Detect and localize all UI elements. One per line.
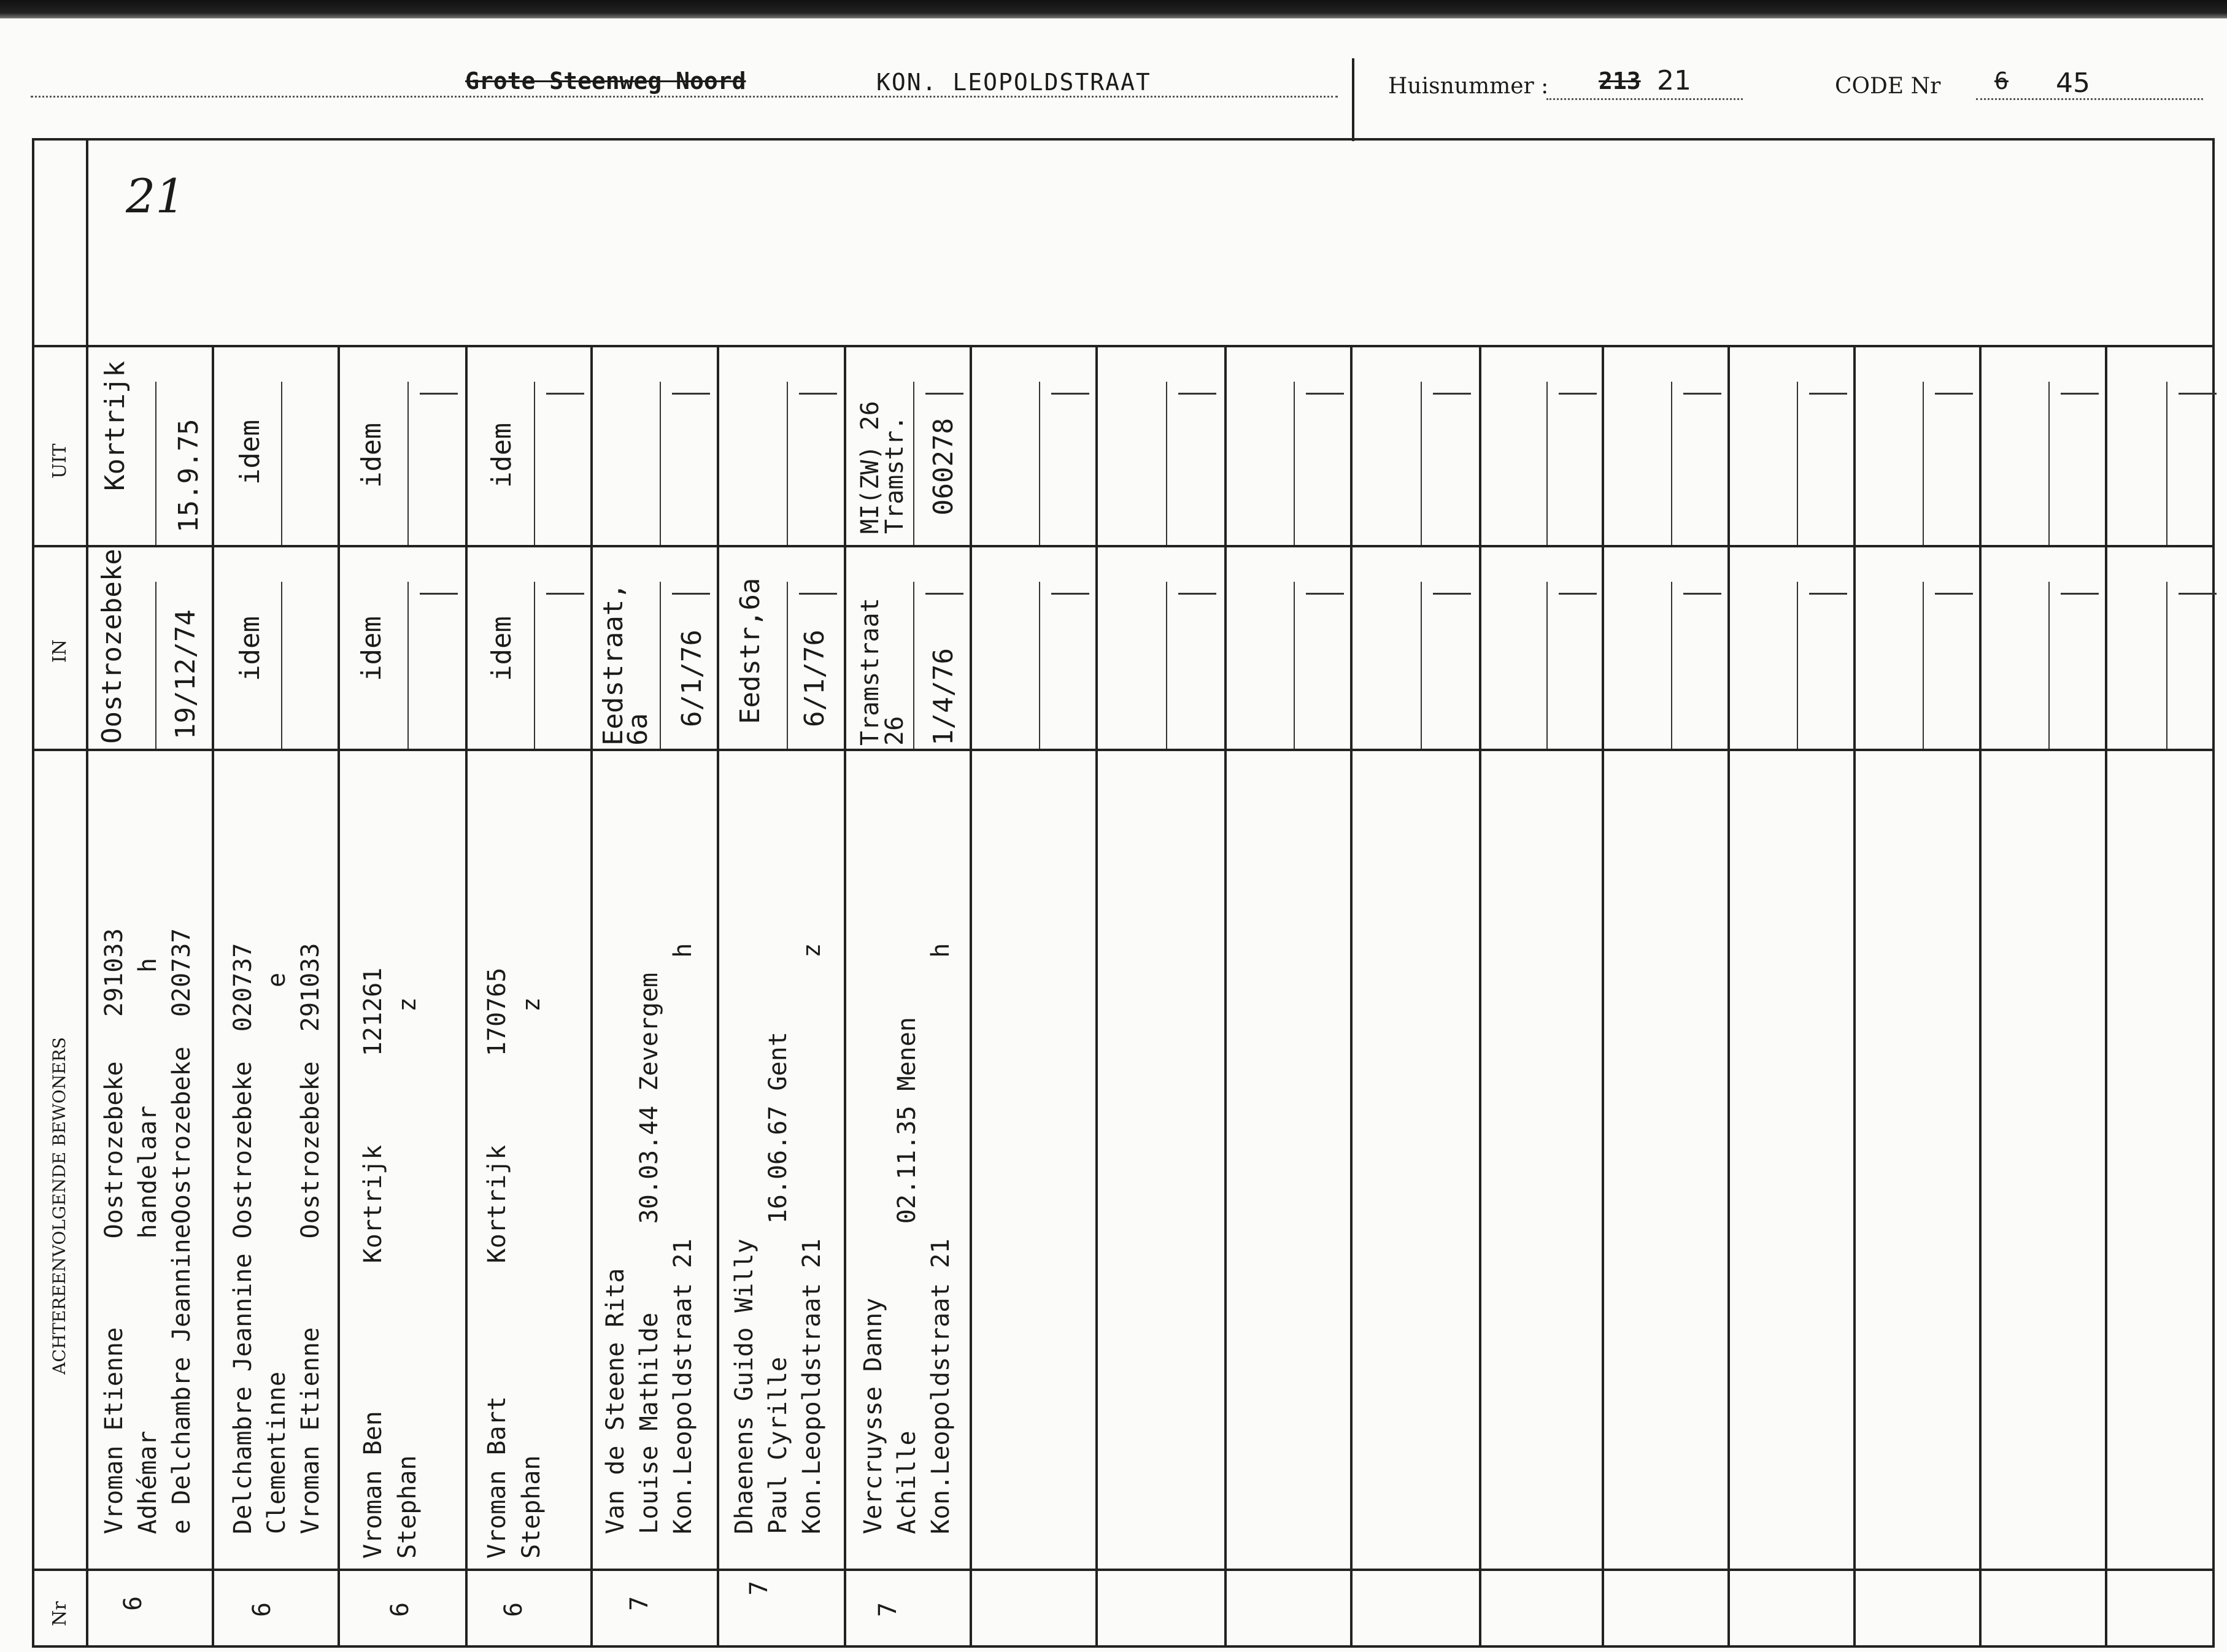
label-nr: Nr	[49, 1601, 71, 1626]
cell-subdivider	[1166, 582, 1167, 749]
col3-resident-2: Stephan z	[393, 997, 422, 1559]
col1-resident-2: Adhémar handelaar h	[134, 957, 162, 1534]
col6-in-date: 6/1/76	[799, 630, 830, 727]
cell-subdivider	[2048, 382, 2050, 545]
cell-dash	[925, 393, 963, 395]
column-line	[1853, 345, 1856, 1648]
cell-subdivider	[155, 382, 156, 545]
col5-nr: 7	[625, 1596, 654, 1611]
col4-resident-1: Vroman Bart Kortrijk 170765	[483, 967, 511, 1559]
col4-resident-2: Stephan z	[517, 997, 546, 1559]
cell-dash	[2179, 593, 2217, 595]
cell-subdivider	[2166, 582, 2167, 749]
row-line-top	[32, 345, 2215, 347]
col1-nr: 6	[119, 1596, 148, 1611]
cell-dash	[1433, 593, 1471, 595]
cell-subdivider	[534, 582, 535, 749]
col2-nr: 6	[248, 1602, 277, 1618]
cell-dash	[1559, 393, 1597, 395]
cell-dash	[1306, 593, 1344, 595]
column-line	[1095, 345, 1098, 1648]
cell-dash	[420, 393, 458, 395]
cell-dash	[420, 593, 458, 595]
col3-in-place: idem	[356, 616, 387, 681]
cell-dash	[799, 393, 837, 395]
street-new-name: KON. LEOPOLDSTRAAT	[876, 69, 1151, 96]
col2-uit-place: idem	[234, 420, 266, 485]
cell-subdivider	[660, 382, 661, 545]
scan-top-edge	[0, 0, 2227, 18]
code-label: CODE Nr	[1835, 74, 1941, 99]
col7-resident-1: Vercruysse Danny	[859, 1297, 887, 1534]
column-line	[1224, 345, 1227, 1648]
label-bewoners: ACHTEREENVOLGENDE BEWONERS	[49, 1037, 69, 1375]
col4-in-place: idem	[486, 616, 517, 681]
col2-in-place: idem	[234, 616, 266, 681]
cell-subdivider	[787, 382, 788, 545]
cell-subdivider	[1797, 582, 1798, 749]
col5-resident-3: Kon.Leopoldstraat 21 h	[669, 943, 697, 1534]
column-line	[844, 345, 846, 1648]
cell-dash	[925, 593, 963, 595]
label-in: IN	[49, 639, 71, 663]
header-divider	[1352, 58, 1354, 141]
cell-subdivider	[913, 582, 914, 749]
col5-resident-1: Van de Steene Rita	[601, 1268, 630, 1534]
column-line	[717, 345, 719, 1648]
label-uit: UIT	[49, 443, 71, 479]
column-line	[1979, 345, 1982, 1648]
cell-subdivider	[1166, 382, 1167, 545]
col1-uit-place: Kortrijk	[99, 361, 131, 491]
cell-dash	[1809, 393, 1847, 395]
cell-dash	[1683, 593, 1721, 595]
col7-uit-date: 060278	[928, 418, 959, 515]
col1-resident-1: Vroman Etienne Oostrozebeke 291033	[100, 928, 128, 1534]
col3-uit-place: idem	[356, 423, 387, 488]
col7-resident-2: Achille 02.11.35 Menen	[893, 1017, 921, 1534]
cell-subdivider	[660, 582, 661, 749]
cell-dash	[546, 393, 584, 395]
column-line	[1479, 345, 1481, 1648]
col4-nr: 6	[500, 1602, 528, 1618]
cell-dash	[1809, 593, 1847, 595]
cell-subdivider	[1294, 382, 1295, 545]
col7-nr: 7	[874, 1602, 903, 1618]
cell-subdivider	[913, 382, 914, 545]
col6-resident-3: Kon.Leopoldstraat 21 z	[798, 943, 826, 1534]
cell-dash	[1559, 593, 1597, 595]
cell-subdivider	[1546, 382, 1548, 545]
cell-dash	[546, 593, 584, 595]
handwritten-number: 21	[126, 169, 185, 223]
cell-subdivider	[534, 382, 535, 545]
col5-resident-2: Louise Mathilde 30.03.44 Zevergem	[635, 972, 663, 1534]
column-line	[590, 345, 593, 1648]
code-new: 45	[2056, 68, 2090, 99]
cell-subdivider	[1294, 582, 1295, 749]
cell-dash	[1178, 393, 1216, 395]
cell-dash	[2179, 393, 2217, 395]
huisnummer-dotline	[1546, 98, 1743, 100]
code-dotline	[1976, 98, 2203, 100]
street-old-name: Grote Steenweg Noord	[465, 68, 746, 95]
cell-dash	[1935, 393, 1973, 395]
cell-subdivider	[2166, 382, 2167, 545]
cell-subdivider	[281, 382, 282, 545]
cell-subdivider	[1546, 582, 1548, 749]
column-line	[1350, 345, 1353, 1648]
cell-subdivider	[1039, 582, 1040, 749]
col6-nr: 7	[745, 1580, 774, 1596]
col7-in-date: 1/4/76	[928, 648, 959, 746]
col1-in-place: Oostrozebeke	[96, 549, 128, 744]
cell-dash	[2061, 393, 2099, 395]
cell-dash	[1683, 393, 1721, 395]
cell-dash	[1178, 593, 1216, 595]
cell-dash	[672, 593, 710, 595]
row-line-in-bewoners	[32, 749, 2215, 751]
cell-dash	[1306, 393, 1344, 395]
cell-dash	[1433, 393, 1471, 395]
row-line-nr	[32, 1569, 2215, 1571]
cell-dash	[2061, 593, 2099, 595]
col1-resident-3: e Delchambre JeannineOostrozebeke 020737	[168, 928, 196, 1534]
col2-resident-3: Vroman Etienne Oostrozebeke 291033	[296, 943, 325, 1534]
cell-subdivider	[1923, 382, 1924, 545]
column-line	[970, 345, 972, 1648]
cell-dash	[672, 393, 710, 395]
column-line	[465, 345, 468, 1648]
col1-in-date: 19/12/74	[170, 609, 201, 739]
cell-subdivider	[155, 582, 156, 749]
col6-resident-2: Paul Cyrille 16.06.67 Gent	[764, 1032, 792, 1534]
col7-in-place: Tramstraat 26	[856, 598, 909, 746]
cell-subdivider	[1923, 582, 1924, 749]
huisnummer-label: Huisnummer :	[1388, 74, 1549, 99]
col2-resident-2: Clementinne e	[263, 972, 291, 1534]
cell-subdivider	[407, 582, 409, 749]
column-line	[212, 345, 214, 1648]
col5-in-place: Eedstraat, 6a	[598, 583, 654, 746]
cell-subdivider	[1421, 582, 1422, 749]
cell-dash	[1051, 393, 1089, 395]
col4-uit-place: idem	[486, 423, 517, 488]
col7-resident-3: Kon.Leopoldstraat 21 h	[927, 943, 955, 1534]
column-line	[1727, 345, 1730, 1648]
cell-subdivider	[1671, 382, 1672, 545]
col6-in-place: Eedstr,6a	[735, 577, 766, 724]
col3-resident-1: Vroman Ben Kortrijk 121261	[359, 967, 387, 1559]
label-column-line	[86, 138, 88, 1648]
cell-subdivider	[1039, 382, 1040, 545]
row-line-uit-in	[32, 545, 2215, 547]
cell-subdivider	[1671, 582, 1672, 749]
cell-dash	[1051, 593, 1089, 595]
cell-subdivider	[407, 382, 409, 545]
col2-resident-1: Delchambre Jeannine Oostrozebeke 020737	[229, 943, 257, 1534]
cell-subdivider	[1421, 382, 1422, 545]
col3-nr: 6	[386, 1602, 415, 1618]
column-line	[1602, 345, 1604, 1648]
column-line	[338, 345, 340, 1648]
col7-uit-place: MI(ZW) 26 Tramstr.	[856, 401, 909, 534]
cell-subdivider	[2048, 582, 2050, 749]
street-dotline	[31, 96, 1338, 98]
huisnummer-old: 213	[1599, 68, 1641, 95]
col5-in-date: 6/1/76	[676, 630, 708, 727]
col6-resident-1: Dhaenens Guido Willy	[730, 1238, 758, 1534]
cell-subdivider	[787, 582, 788, 749]
cell-subdivider	[1797, 382, 1798, 545]
col1-uit-date: 15.9.75	[173, 419, 204, 533]
cell-subdivider	[281, 582, 282, 749]
column-line	[2105, 345, 2107, 1648]
huisnummer-new: 21	[1657, 65, 1691, 96]
cell-dash	[799, 593, 837, 595]
cell-dash	[1935, 593, 1973, 595]
code-old: 6	[1994, 68, 2009, 95]
